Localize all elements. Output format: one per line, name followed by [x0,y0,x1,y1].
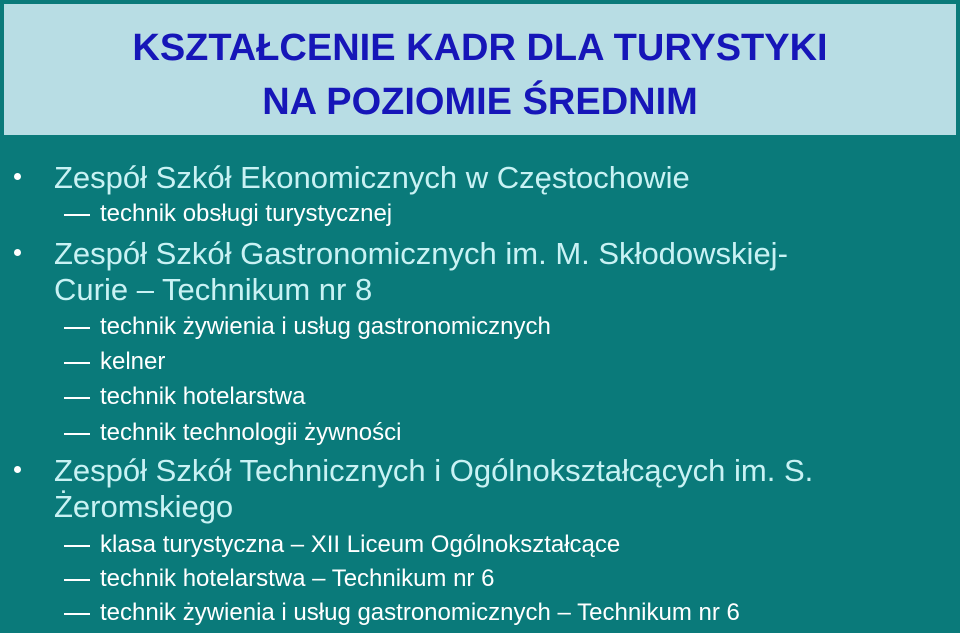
dash-icon [64,613,90,615]
program-name: klasa turystyczna – XII Liceum Ogólnokształcące [100,531,621,558]
bullet-icon [14,249,21,256]
dash-icon [64,214,90,216]
bullet-icon [14,466,21,473]
program-name: technik obsługi turystycznej [100,200,393,227]
school-name-line-2: Żeromskiego [54,489,234,524]
school-name: Zespół Szkół Ekonomicznych w Częstochowie [54,160,690,195]
program-name: technik żywienia i usług gastronomicznych [100,313,551,340]
dash-icon [64,327,90,329]
program-name: technik hotelarstwa – Technikum nr 6 [100,565,495,592]
bullet-icon [14,173,21,180]
school-name-line-1: Zespół Szkół Technicznych i Ogólnokształcących im. S. [54,453,814,488]
dash-icon [64,545,90,547]
dash-icon [64,397,90,399]
program-name: kelner [100,348,166,375]
slide-title-line-2: NA POZIOMIE ŚREDNIM [262,81,698,123]
school-name-line-2: Curie – Technikum nr 8 [54,272,373,307]
program-name: technik technologii żywności [100,419,402,446]
school-name-line-1: Zespół Szkół Gastronomicznych im. M. Skłodowskiej- [54,236,788,271]
slide-title-line-1: KSZTAŁCENIE KADR DLA TURYSTYKI [132,27,828,69]
program-name: technik hotelarstwa [100,383,306,410]
dash-icon [64,433,90,435]
dash-icon [64,579,90,581]
dash-icon [64,362,90,364]
program-name: technik żywienia i usług gastronomicznych – Technikum nr 6 [100,599,740,626]
